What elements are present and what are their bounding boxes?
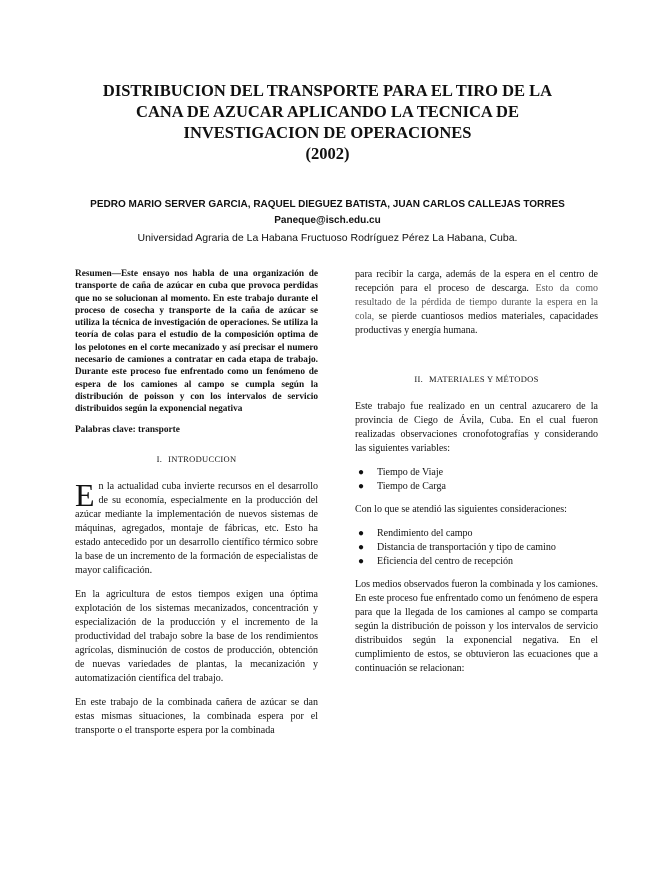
list-item	[358, 527, 598, 541]
section-title: MATERIALES Y MÉTODOS	[429, 374, 539, 384]
continuation-text: para recibir la carga, además de la espera en el centro de recepción para el proceso de descarga.	[355, 269, 598, 294]
section-heading-methods	[355, 372, 598, 386]
bullet-icon: ●	[358, 528, 365, 539]
variables-list	[355, 466, 598, 494]
left-column	[75, 268, 318, 748]
right-column	[355, 268, 598, 686]
intro-paragraph-2: En la agricultura de estos tiempos exigen una óptima explotación de los sistemas mecanizados, concentración y especialización de la producción y el incremento de la productividad del trabajo sobre la base de los rendimientos agrícolas, disminución de costos de producción, obtención de nuevas variedades de plantas, la mecanización y automatización científica del trabajo.	[75, 588, 318, 684]
section-heading-introduction	[75, 452, 318, 466]
bullet-icon: ●	[358, 467, 365, 478]
bullet-icon: ●	[358, 481, 365, 492]
continuation-gray-text: Esto da como resultado de la pérdida de tiempo durante la espera en la cola,	[355, 283, 599, 322]
list-item-text: Tiempo de Viaje	[377, 467, 444, 478]
considerations-list	[355, 527, 598, 569]
intro-paragraph-1-text: n la actualidad cuba invierte recursos en el desarrollo de su economía, especialmente en la producción del azúcar mediante la implementación de nuevos sistemas de máquinas, agregados, montaje de fábricas, etc. Esto ha estado antecedido por un desarrollo científico térmico sobre la base de un incremento de la formación de especialistas de mayor calificación.	[75, 480, 318, 576]
abstract: Resumen—Este ensayo nos habla de una organización de transporte de caña de azúcar en cuba que provoca perdidas que no se solucionan al momento. En este trabajo durante el proceso de cosecha y transporte de la caña de azúcar se utiliza la técnica de investigación de operaciones. Se utiliza la teoría de colas para el estudio de la composición optima de los pelotones en el corte mecanizado y así precisar el numero necesario de camiones a contratar en cada etapa de trabajo. Durante este proceso fue enfrentado como un fenómeno de espera de los camiones al campo se cumpla según la distribución de poisson y con los intervalos de servicio distribuidos según la exponencial negativa	[75, 269, 318, 415]
title-line-1: DISTRIBUCION DEL TRANSPORTE PARA EL TIRO DE LA	[102, 81, 553, 100]
author-list: PEDRO MARIO SERVER GARCIA, RAQUEL DIEGUEZ BATISTA, JUAN CARLOS CALLEJAS TORRES	[90, 199, 565, 210]
list-item	[358, 555, 598, 569]
list-item-text: Distancia de transportación y tipo de camino	[377, 542, 556, 553]
keywords: Palabras clave: transporte	[75, 424, 180, 435]
section-number: I.	[156, 453, 163, 464]
affiliation: Universidad Agraria de La Habana Fructuoso Rodríguez Pérez La Habana, Cuba.	[137, 232, 518, 244]
intro-paragraph-1	[75, 476, 318, 578]
bullet-icon: ●	[358, 542, 365, 553]
section-title: INTRODUCCION	[168, 453, 237, 464]
list-item	[358, 541, 598, 555]
intro-paragraph-3: En este trabajo de la combinada cañera de azúcar se dan estas mismas situaciones, la combinada espera por el transporte o el transporte espera por la combinada	[75, 696, 318, 736]
title-line-2: CANA DE AZUCAR APLICANDO LA TECNICA DE	[136, 102, 519, 121]
list-item	[358, 466, 598, 480]
continuation-paragraph	[355, 268, 598, 338]
list-item-text: Tiempo de Carga	[377, 481, 446, 492]
list-item	[358, 480, 598, 494]
bullet-icon: ●	[358, 556, 365, 567]
continuation-end-text: se pierde cuantiosos medios materiales, capacidades productivas y energía humana.	[355, 311, 599, 336]
author-email: Paneque@isch.edu.cu	[274, 215, 381, 226]
section-number: II.	[414, 374, 424, 384]
title-year: (2002)	[305, 144, 350, 163]
methods-closing: Los medios observados fueron la combinada y los camiones. En este proceso fue enfrentado como un fenómeno de espera para que la llegada de los camiones al campo se comparta según la distribución de poisson y los intervalos de servicio distribuidos según la exponencial negativa. En el cumplimiento de estos, se obtuvieron las ecuaciones que a continuación se relacionan:	[355, 579, 598, 674]
list-item-text: Rendimiento del campo	[377, 528, 473, 539]
considerations-intro: Con lo que se atendió las siguientes consideraciones:	[355, 504, 567, 515]
drop-cap: E	[75, 476, 95, 513]
title-line-3: INVESTIGACION DE OPERACIONES	[183, 123, 472, 142]
list-item-text: Eficiencia del centro de recepción	[377, 556, 514, 567]
paper-title	[60, 80, 595, 164]
methods-intro: Este trabajo fue realizado en un central azucarero de la provincia de Ciego de Ávila, Cuba. En el cual fueron realizadas observaciones cronofotografías y considerando las siguientes variables:	[355, 401, 598, 454]
